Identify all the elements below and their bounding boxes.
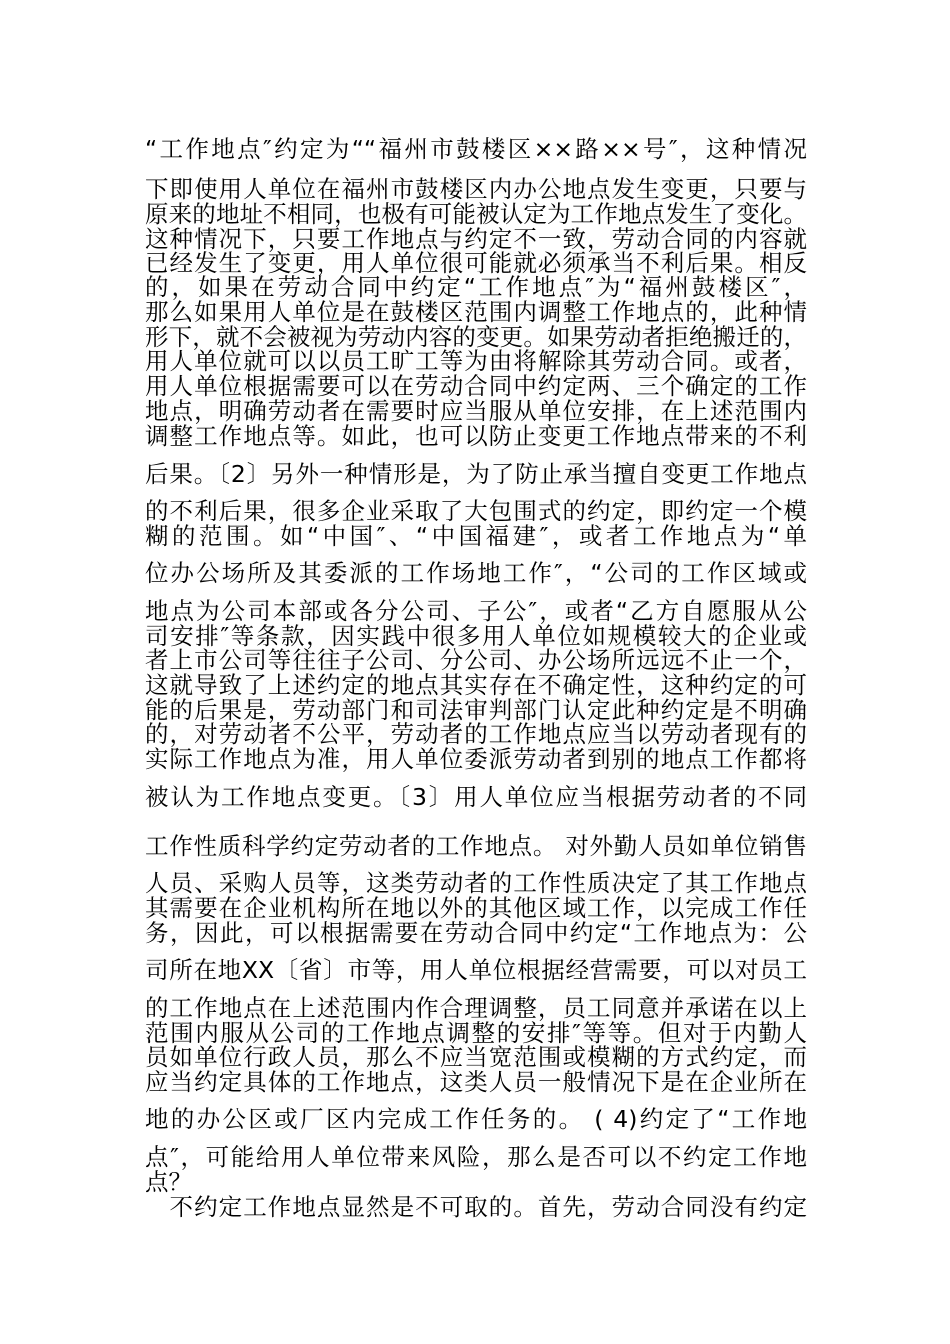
text-line: 这就导致了上述约定的地点其实存在不确定性，这种约定的可 — [145, 671, 807, 699]
text-line: 用人单位就可以以员工旷工等为由将解除其劳动合同。或者， — [145, 347, 807, 375]
text-line: 员如单位行政人员，那么不应当宽范围或模糊的方式约定，而 — [145, 1043, 807, 1071]
text-line: 司所在地XX〔省〕市等，用人单位根据经营需要，可以对员工 — [145, 956, 807, 984]
text-line: 用人单位根据需要可以在劳动合同中约定两、三个确定的工作 — [145, 372, 807, 400]
text-line: 点″，可能给用人单位带来风险，那么是否可以不约定工作地 — [145, 1143, 807, 1171]
text-line: 实际工作地点为准，用人单位委派劳动者到别的地点工作都将 — [145, 745, 807, 773]
text-line: 应当约定具体的工作地点，这类人员一般情况下是在企业所在 — [145, 1068, 807, 1096]
text-line: 糊的范围。如“中国″、“中国福建″，或者工作地点为“单 — [145, 522, 807, 550]
text-line: 下即使用人单位在福州市鼓楼区内办公地点发生变更，只要与 — [145, 175, 807, 203]
text-line: 的，如果在劳动合同中约定“工作地点″为“福州鼓楼区″， — [145, 273, 807, 301]
text-line: 司安排″等条款，因实践中很多用人单位如规模较大的企业或 — [145, 622, 807, 650]
text-line: 这种情况下，只要工作地点与约定不一致，劳动合同的内容就 — [145, 225, 807, 253]
text-line: “工作地点″约定为““福州市鼓楼区××路××号″，这种情况 — [145, 135, 807, 163]
text-line: 后果。〔2〕另外一种情形是，为了防止承当擅自变更工作地点 — [145, 460, 807, 488]
text-line: 被认为工作地点变更。〔3〕用人单位应当根据劳动者的不同 — [145, 783, 807, 811]
text-line: 地点，明确劳动者在需要时应当服从单位安排，在上述范围内 — [145, 397, 807, 425]
text-line: 调整工作地点等。如此，也可以防止变更工作地点带来的不利 — [145, 422, 807, 450]
text-line: 者上市公司等往往子公司、分公司、办公场所远远不止一个， — [145, 646, 807, 674]
text-line: 点？ — [145, 1168, 192, 1196]
text-line: 不约定工作地点显然是不可取的。首先，劳动合同没有约定 — [145, 1193, 807, 1221]
text-line: 人员、采购人员等，这类劳动者的工作性质决定了其工作地点 — [145, 869, 807, 897]
text-line: 工作性质科学约定劳动者的工作地点。 对外勤人员如单位销售 — [145, 832, 807, 860]
text-line: 那么如果用人单位是在鼓楼区范围内调整工作地点的，此种情 — [145, 298, 807, 326]
text-line: 位办公场所及其委派的工作场地工作″，“公司的工作区域或 — [145, 559, 807, 587]
text-line: 务，因此，可以根据需要在劳动合同中约定“工作地点为：公 — [145, 919, 807, 947]
text-line: 已经发生了变更，用人单位很可能就必须承当不利后果。相反 — [145, 249, 807, 277]
text-line: 能的后果是，劳动部门和司法审判部门认定此种约定是不明确 — [145, 696, 807, 724]
text-line: 其需要在企业机构所在地以外的其他区域工作，以完成工作任 — [145, 894, 807, 922]
text-line: 的，对劳动者不公平，劳动者的工作地点应当以劳动者现有的 — [145, 720, 807, 748]
text-line: 原来的地址不相同，也极有可能被认定为工作地点发生了变化。 — [145, 200, 807, 228]
text-line: 形下，就不会被视为劳动内容的变更。如果劳动者拒绝搬迁的， — [145, 323, 807, 351]
text-line: 的不利后果，很多企业采取了大包围式的约定，即约定一个模 — [145, 497, 807, 525]
text-line: 地的办公区或厂区内完成工作任务的。 ( 4)约定了“工作地 — [145, 1105, 807, 1133]
text-line: 的工作地点在上述范围内作合理调整，员工同意并承诺在以上 — [145, 994, 807, 1022]
text-line: 地点为公司本部或各分公司、子公″，或者“乙方自愿服从公 — [145, 597, 807, 625]
text-line: 范围内服从公司的工作地点调整的安排″等等。但对于内勤人 — [145, 1019, 807, 1047]
